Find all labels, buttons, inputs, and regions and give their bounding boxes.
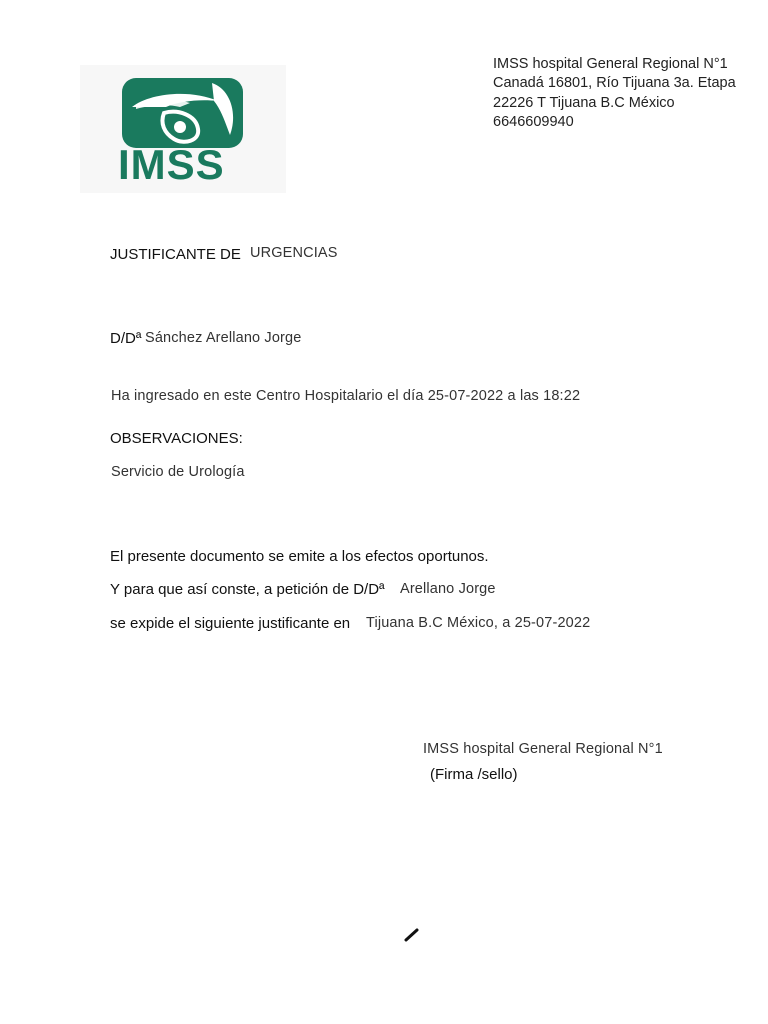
title-value: URGENCIAS [250, 245, 338, 261]
patient-name: Sánchez Arellano Jorge [145, 330, 302, 346]
closing-line-2-label: Y para que así conste, a petición de D/Dª [110, 581, 385, 598]
patient-label: D/Dª [110, 330, 142, 347]
address-line-4: 6646609940 [493, 114, 574, 130]
closing-line-3-value: Tijuana B.C México, a 25-07-2022 [366, 615, 591, 631]
closing-line-1: El presente documento se emite a los efectos oportunos. [110, 548, 489, 565]
admission-text: Ha ingresado en este Centro Hospitalario el día 25-07-2022 a las 18:22 [111, 388, 581, 404]
logo-text: IMSS [118, 141, 225, 188]
closing-line-3-label: se expide el siguiente justificante en [110, 615, 351, 632]
signature-institution: IMSS hospital General Regional N°1 [423, 741, 663, 757]
address-line-2: Canadá 16801, Río Tijuana 3a. Etapa [493, 75, 736, 91]
observations-label: OBSERVACIONES: [110, 430, 243, 447]
address-line-1: IMSS hospital General Regional N°1 [493, 56, 728, 72]
signature-label: (Firma /sello) [430, 766, 518, 783]
pen-mark-icon [402, 925, 422, 950]
closing-line-2-value: Arellano Jorge [400, 581, 496, 597]
title-label: JUSTIFICANTE DE [110, 246, 241, 263]
observations-value: Servicio de Urología [111, 464, 245, 480]
imss-logo [80, 65, 286, 193]
address-line-3: 22226 T Tijuana B.C México [493, 95, 675, 111]
